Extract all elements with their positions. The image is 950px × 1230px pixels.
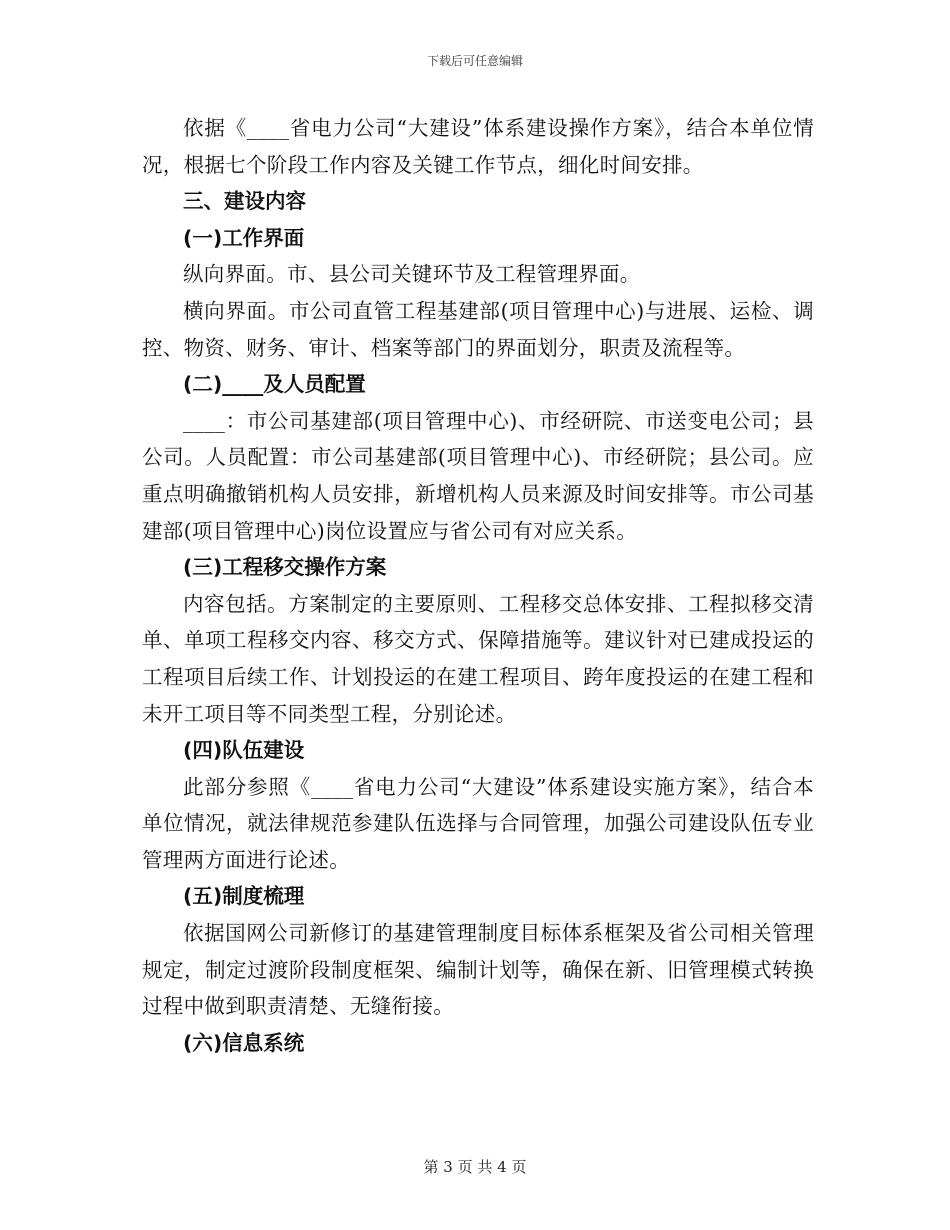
paragraph-basis: 依据《____省电力公司“大建设”体系建设操作方案》，结合本单位情况，根据七个阶段工作内容及关键工作节点，细化时间安排。 [142, 116, 814, 177]
subheading-information-system: (六)信息系统 [183, 1030, 305, 1055]
page-number: 第 3 页 共 4 页 [423, 1158, 527, 1176]
paragraph-vertical-interface: 纵向界面。市、县公司关键环节及工程管理界面。 [183, 262, 641, 287]
subheading-work-interface: (一)工作界面 [183, 225, 305, 250]
section-heading-construction-content: 三、建设内容 [183, 189, 306, 214]
subheading-rules-review: (五)制度梳理 [183, 884, 305, 909]
paragraph-staffing: ____：市公司基建部(项目管理中心)、市经研院、市送变电公司；县公司。人员配置：市公司基建部(项目管理中心)、市经研院；县公司。应重点明确撤销机构人员安排，新增机构人员来源及时间安排等。市公司基建部(项目管理中心)岗位设置应与省公司有对应关系。 [142, 408, 814, 543]
subheading-project-transfer: (三)工程移交操作方案 [183, 555, 387, 580]
paragraph-project-transfer: 内容包括。方案制定的主要原则、工程移交总体安排、工程拟移交清单、单项工程移交内容、移交方式、保障措施等。建议针对已建成投运的工程项目后续工作、计划投运的在建工程项目、跨年度投运的在建工程和未开工项目等不同类型工程，分别论述。 [142, 591, 814, 726]
header-note: 下载后可任意编辑 [426, 54, 523, 68]
document-body [142, 110, 814, 1061]
subheading-staffing: (二)____及人员配置 [183, 372, 366, 397]
paragraph-horizontal-interface: 横向界面。市公司直管工程基建部(项目管理中心)与进展、运检、调控、物资、财务、审计、档案等部门的界面划分，职责及流程等。 [142, 298, 814, 360]
subheading-team-building: (四)队伍建设 [183, 738, 305, 763]
paragraph-rules-review: 依据国网公司新修订的基建管理制度目标体系框架及省公司相关管理规定，制定过渡阶段制度框架、编制计划等，确保在新、旧管理模式转换过程中做到职责清楚、无缝衔接。 [142, 921, 814, 1019]
paragraph-team-building: 此部分参照《____省电力公司“大建设”体系建设实施方案》，结合本单位情况，就法律规范参建队伍选择与合同管理，加强公司建设队伍专业管理两方面进行论述。 [142, 774, 814, 872]
